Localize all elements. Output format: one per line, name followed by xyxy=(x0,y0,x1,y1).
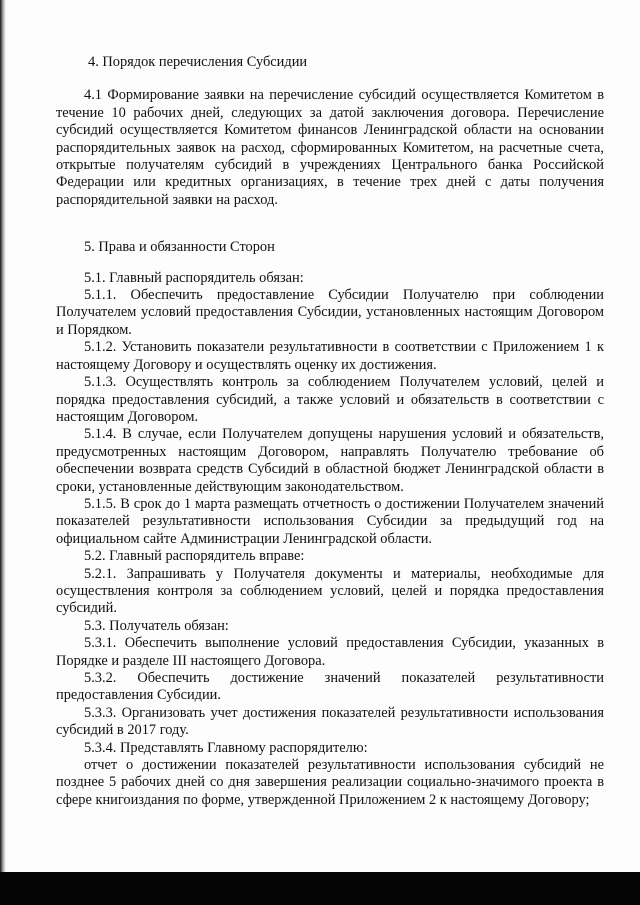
scan-bottom-black-band xyxy=(0,872,640,905)
paragraph-5-1-5: 5.1.5. В срок до 1 марта размещать отчетность о достижении Получателем значений показателей результативности использования Субсидии за предыдущий год на официальном сайте Администрации Ленинградской области. xyxy=(56,495,604,547)
section-4-heading: 4. Порядок перечисления Субсидии xyxy=(88,54,308,70)
paragraph-5-3-4-report: отчет о достижении показателей результативности использования субсидий не позднее 5 рабочих дней со дня завершения реализации социально-значимого проекта в сфере книгоиздания по форме, утвержденной Приложением 2 к настоящему Договору; xyxy=(56,757,604,808)
paragraph-5-3-1: 5.3.1. Обеспечить выполнение условий предоставления Субсидии, указанных в Порядке и разделе III настоящего Договора. xyxy=(56,635,604,669)
section-5-heading: 5. Права и обязанности Сторон xyxy=(84,239,275,256)
paragraph-5-1: 5.1. Главный распорядитель обязан: xyxy=(84,269,304,286)
paragraph-5-2-1: 5.2.1. Запрашивать у Получателя документы и материалы, необходимые для осуществления контроля за соблюдением условий, целей и порядка предоставления субсидий. xyxy=(56,565,604,617)
paragraph-5-3-3: 5.3.3. Организовать учет достижения показателей результативности использования субсидий в 2017 году. xyxy=(56,704,604,739)
paragraph-5-1-3: 5.1.3. Осуществлять контроль за соблюдением Получателем условий, целей и порядка предоставления субсидий, а также условий и обязательств в соответствии с настоящим Договором. xyxy=(56,374,604,425)
document-body xyxy=(56,54,604,809)
paragraph-5-1-2: 5.1.2. Установить показатели результативности в соответствии с Приложением 1 к настоящему Договору и осуществлять оценку их достижения. xyxy=(56,339,604,373)
paragraph-5-2: 5.2. Главный распорядитель вправе: xyxy=(84,548,305,565)
paragraph-5-3: 5.3. Получатель обязан: xyxy=(84,617,229,634)
scan-left-edge-shadow xyxy=(0,0,6,872)
paragraph-4-1: 4.1 Формирование заявки на перечисление субсидий осуществляется Комитетом в течение 10 рабочих дней, следующих за датой заключения договора. Перечисление субсидий осуществляется Комитетом финансов Ленинградской области на основании распорядительных заявок на расход, сформированных Комитетом, на расчетные счета, открытые получателям субсидий в учреждениях Центрального банка Российской Федерации или кредитных организациях, в течение трех дней с даты получения распорядительной заявки на расход. xyxy=(56,87,604,208)
paragraph-5-1-4: 5.1.4. В случае, если Получателем допущены нарушения условий и обязательств, предусмотренных настоящим Договором, направлять Получателю требование об обеспечении возврата средств Субсидий в областной бюджет Ленинградской области в сроки, установленные действующим законодательством. xyxy=(56,426,604,495)
paragraph-5-3-2: 5.3.2. Обеспечить достижение значений показателей результативности предоставления Субсидии. xyxy=(56,670,604,704)
paragraph-5-3-4: 5.3.4. Представлять Главному распорядителю: xyxy=(84,739,368,756)
paragraph-5-1-1: 5.1.1. Обеспечить предоставление Субсидии Получателю при соблюдении Получателем условий предоставления Субсидии, установленных настоящим Договором и Порядком. xyxy=(56,287,604,338)
